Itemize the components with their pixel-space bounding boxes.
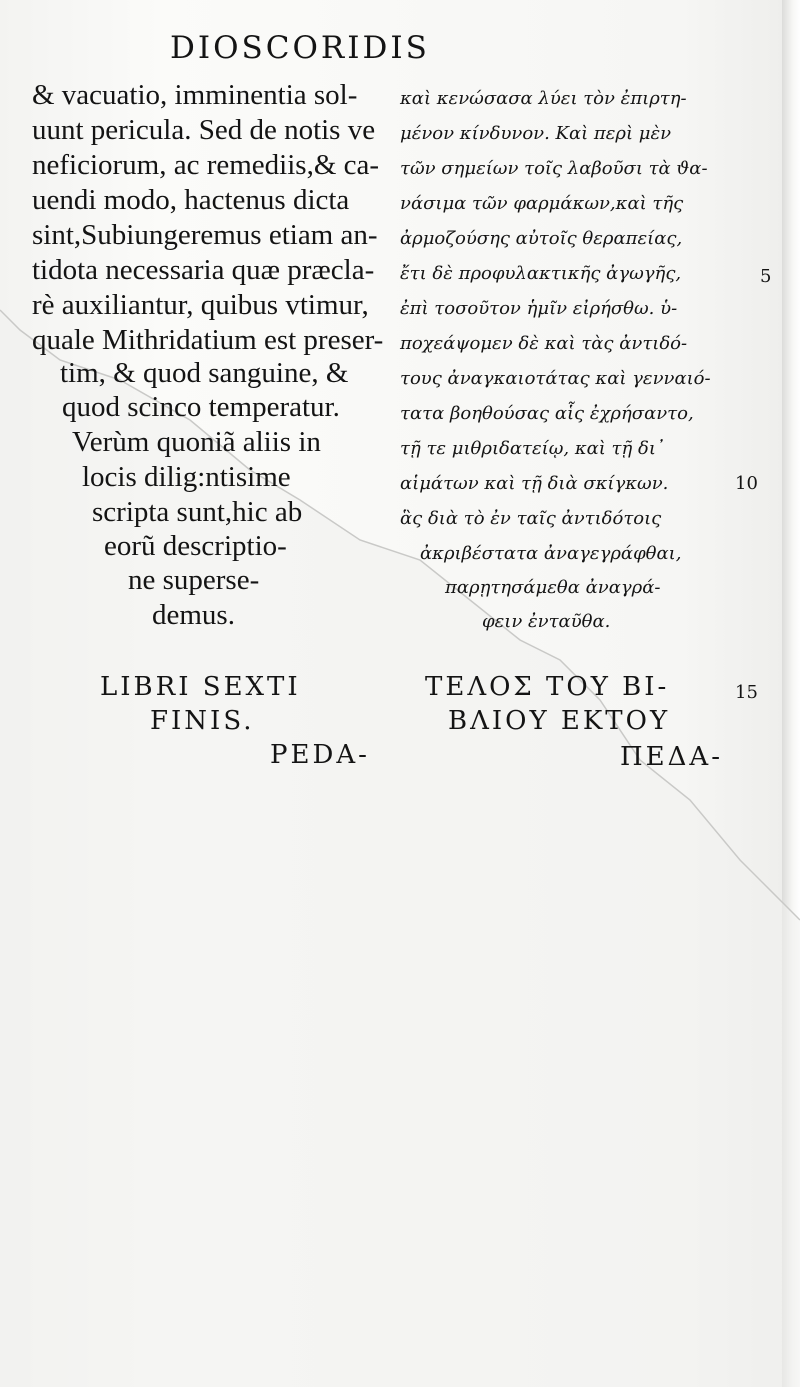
greek-line: τους ἀναγκαιοτάτας καὶ γενναιό- — [400, 368, 711, 389]
greek-colophon: ΤΕΛΟΣ ΤΟΥ ΒΙ- — [425, 672, 670, 702]
line-number-10: 10 — [735, 473, 758, 494]
latin-line: demus. — [152, 599, 235, 631]
greek-line: νάσιμα τῶν φαρμάκων,καὶ τῆς — [400, 193, 684, 214]
latin-line: tidota necessaria quæ præcla- — [32, 254, 375, 286]
latin-line: tim, & quod sanguine, & — [60, 357, 349, 389]
latin-line: locis dilig:ntisime — [82, 461, 291, 493]
greek-line: παρῃτησάμεθα ἀναγρά- — [445, 577, 661, 598]
greek-colophon: ΒΛΙΟΥ ΕΚΤΟΥ — [448, 706, 671, 736]
latin-line: eorũ descriptio- — [104, 530, 287, 562]
latin-line: uendi modo, hactenus dicta — [32, 184, 350, 216]
greek-line: τῶν σημείων τοῖς λαβοῦσι τὰ ϑα- — [400, 158, 708, 179]
greek-line: ἔτι δὲ προφυλακτικῆς ἀγωγῆς, — [400, 263, 682, 284]
latin-line: uunt pericula. Sed de notis ve — [32, 114, 376, 146]
latin-line: quod scinco temperatur. — [62, 391, 340, 423]
latin-colophon: LIBRI SEXTI — [100, 672, 301, 702]
greek-line: φειν ἐνταῦθα. — [482, 611, 611, 632]
greek-line: ἀρμοζούσης αὐτοῖς θεραπείας, — [400, 228, 683, 249]
latin-line: Verùm quoniã aliis in — [72, 426, 321, 458]
line-number-15: 15 — [735, 682, 758, 703]
latin-line: rè auxiliantur, quibus vtimur, — [32, 289, 369, 321]
greek-line: τατα βοηθούσας αἷς ἐχρήσαντο, — [400, 403, 694, 424]
greek-line: ἀκριβέστατα ἀναγεγράφθαι, — [420, 543, 682, 564]
greek-line: ἐπὶ τοσοῦτον ἡμῖν εἰρήσθω. ὑ- — [400, 298, 678, 319]
greek-line: τῇ τε μιθριδατείῳ, καὶ τῇ δι᾽ — [400, 438, 665, 459]
latin-line: ne superse- — [128, 564, 260, 596]
latin-line: sint,Subiungeremus etiam an- — [32, 219, 378, 251]
latin-line: quale Mithridatium est preser- — [32, 324, 384, 356]
latin-line: neficiorum, ac remediis,& ca- — [32, 149, 380, 181]
latin-line: scripta sunt,hic ab — [92, 496, 303, 528]
catchword-greek: ΠΕΔΑ- — [620, 742, 723, 772]
latin-colophon: FINIS. — [150, 706, 255, 736]
greek-line: ποχεάψομεν δὲ καὶ τὰς ἀντιδό- — [400, 333, 688, 354]
greek-line: αἱμάτων καὶ τῇ διὰ σκίγκων. — [400, 473, 669, 494]
latin-line: & vacuatio, imminentia sol- — [32, 79, 358, 111]
catchword-latin: PEDA- — [270, 740, 370, 770]
line-number-5: 5 — [760, 266, 772, 287]
greek-line: μένον κίνδυνον. Καὶ περὶ μὲν — [400, 123, 672, 144]
greek-line: ἃς διὰ τὸ ἐν ταῖς ἀντιδότοις — [400, 508, 662, 529]
running-head: DIOSCORIDIS — [170, 30, 430, 66]
greek-line: καὶ κενώσασα λύει τὸν ἐπιρτη- — [400, 88, 687, 109]
